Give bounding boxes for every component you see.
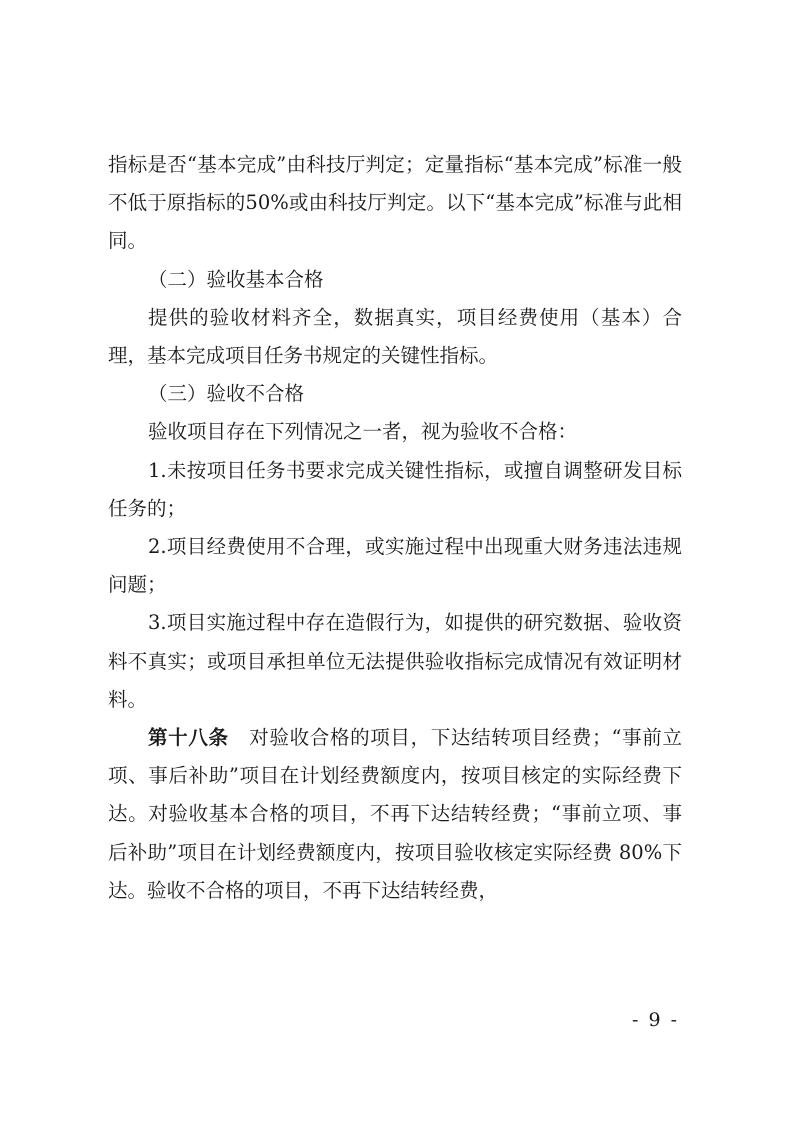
paragraph-fail-intro: 验收项目存在下列情况之一者，视为验收不合格：: [148, 420, 578, 444]
article-heading: 第十八条: [148, 726, 229, 750]
list-item-2: 2.项目经费使用不合理，或实施过程中出现重大财务违法违规问题；: [108, 535, 682, 597]
article-18: [108, 719, 682, 910]
article-text: 对验收合格的项目，下达结转项目经费；“事前立项、事后补助”项目在计划经费额度内，按项目核定的实际经费下达。对验收基本合格的项目，不再下达结转经费；“事前立项、事后补助”项目在计划经费额度内，按项目验收核定实际经费 80%下达。验收不合格的项目，不再下达结转经费，: [108, 726, 682, 902]
section-heading-fail: （三）验收不合格: [148, 382, 305, 406]
paragraph-continuation: 指标是否“基本完成”由科技厅判定；定量指标“基本完成”标准一般不低于原指标的50%或由科技厅判定。以下“基本完成”标准与此相同。: [108, 153, 682, 253]
document-body: [108, 146, 682, 910]
page-number: - 9 -: [632, 1009, 680, 1031]
list-item-3: 3.项目实施过程中存在造假行为，如提供的研究数据、验收资料不真实；或项目承担单位无法提供验收指标完成情况有效证明材料。: [108, 611, 682, 711]
section-heading-basic-pass: （二）验收基本合格: [148, 267, 324, 291]
list-item-1: 1.未按项目任务书要求完成关键性指标，或擅自调整研发目标任务的；: [108, 458, 682, 520]
paragraph-basic-pass: 提供的验收材料齐全，数据真实，项目经费使用（基本）合理，基本完成项目任务书规定的关键性指标。: [108, 305, 682, 368]
